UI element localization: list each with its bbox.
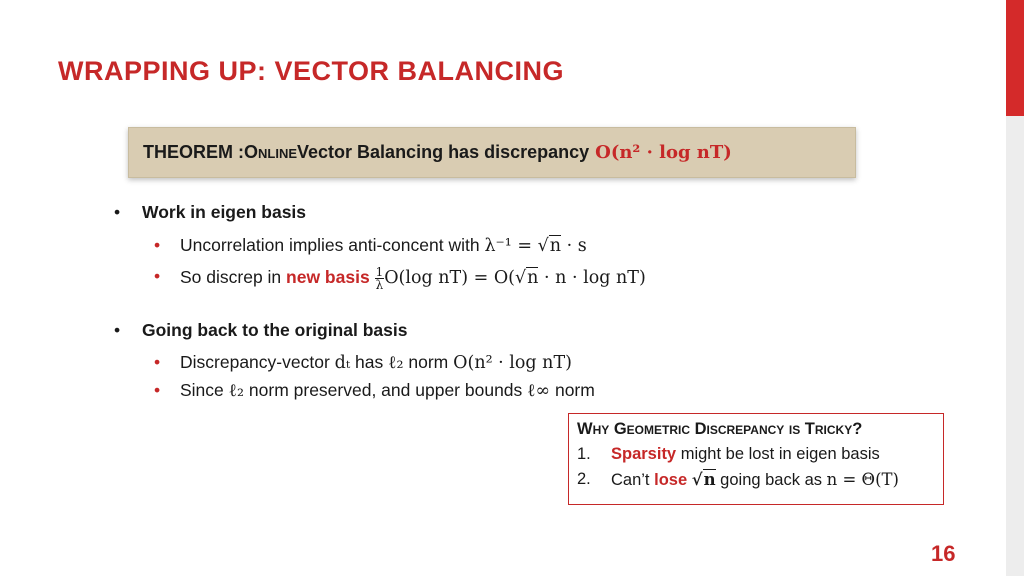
side-strip <box>1006 116 1024 576</box>
text: has <box>350 352 389 372</box>
tricky-item-1 <box>577 445 943 464</box>
bullet-dot: • <box>114 202 121 222</box>
bullet-dot: • <box>154 266 161 286</box>
theorem-formula: O(n² · log nT) <box>595 142 732 163</box>
list-number: 1. <box>577 445 591 463</box>
bullet-uncorrelation <box>154 235 587 256</box>
bullet-dot: • <box>154 380 161 400</box>
bullet-since-l2 <box>154 380 595 401</box>
bullet-going-back <box>114 320 408 341</box>
text: norm <box>403 352 454 372</box>
lambda-tail: · s <box>561 236 587 256</box>
bullet-discrepancy-vector <box>154 352 572 373</box>
theorem-online: Online <box>244 142 298 162</box>
slide-title: WRAPPING UP: VECTOR BALANCING <box>58 56 565 86</box>
lambda-expression: λ⁻¹ = <box>484 236 538 256</box>
text: Since <box>180 380 229 400</box>
sparsity-highlight: Sparsity <box>611 445 677 463</box>
sqrt-n: √n <box>537 236 562 256</box>
theorem-lead: THEOREM : <box>143 142 244 162</box>
sqrt-n: √n <box>515 268 539 289</box>
math-n-theta-t: n = Θ(T) <box>826 470 899 489</box>
math-linf: ℓ∞ <box>527 381 551 401</box>
page-number: 16 <box>931 541 956 566</box>
theorem-rest: Vector Balancing has discrepancy <box>297 142 590 162</box>
theorem-box <box>128 127 856 178</box>
section2-heading: Going back to the original basis <box>142 320 408 340</box>
discrep-formula-b: · n · log nT) <box>538 268 646 289</box>
new-basis-prefix: So discrep in <box>180 267 287 288</box>
lose-highlight: lose <box>654 471 688 489</box>
text: Discrepancy-vector <box>180 352 335 372</box>
text: norm preserved, and upper bounds <box>244 380 528 400</box>
new-basis-highlight: new basis <box>286 267 370 288</box>
bullet-new-basis <box>154 265 646 292</box>
discrep-formula-a: O(log nT) = O( <box>384 268 516 289</box>
accent-bar <box>1006 0 1024 116</box>
list-number: 2. <box>577 470 591 488</box>
math-l2: ℓ₂ <box>228 381 245 401</box>
bullet-work-in-eigen-basis <box>114 202 307 223</box>
text: going back as <box>715 471 827 489</box>
fraction-one-over-lambda: $\frac{1}{\lambda}$ <box>375 265 384 292</box>
tricky-box <box>568 413 944 505</box>
math-norm-bound: O(n² · log nT) <box>453 353 572 373</box>
bullet-dot: • <box>114 320 121 340</box>
tricky-heading: Why Geometric Discrepancy is Tricky? <box>577 420 863 438</box>
bullet-dot: • <box>154 235 161 255</box>
text: Can’t <box>611 471 655 489</box>
section1-heading: Work in eigen basis <box>142 202 307 222</box>
sqrt-n: √n <box>691 470 716 489</box>
bullet-dot: • <box>154 352 161 372</box>
math-l2: ℓ₂ <box>388 353 404 373</box>
tricky-item-2 <box>577 470 943 490</box>
uncorrelation-text: Uncorrelation implies anti-concent with <box>180 235 485 255</box>
text: might be lost in eigen basis <box>676 445 880 463</box>
math-dt: dₜ <box>334 353 351 373</box>
text: norm <box>550 380 595 400</box>
